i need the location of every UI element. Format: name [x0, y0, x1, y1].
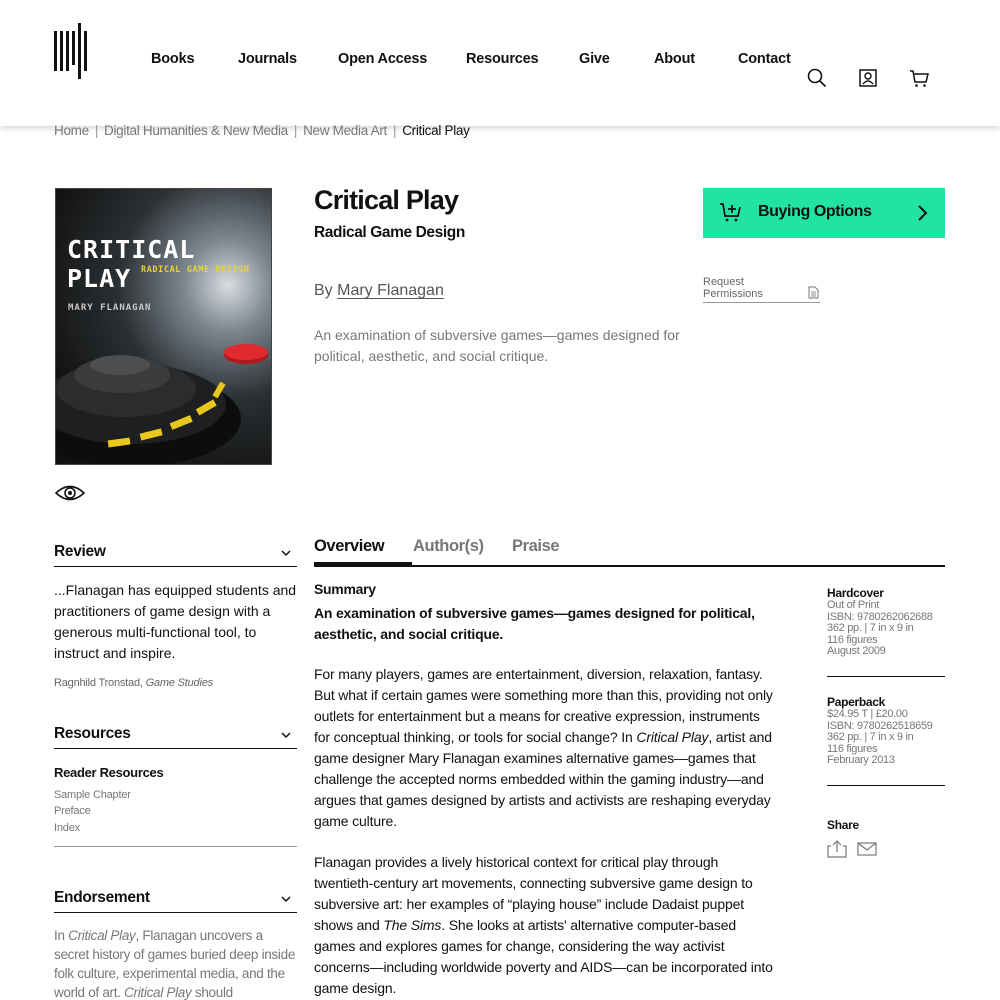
book-subtitle: Radical Game Design: [314, 224, 465, 241]
chevron-down-icon: [281, 550, 291, 557]
breadcrumb-home[interactable]: Home: [54, 123, 89, 138]
divider: [827, 785, 945, 786]
breadcrumb-current: Critical Play: [402, 123, 470, 138]
request-permissions-link[interactable]: Request Permissions: [703, 276, 820, 303]
cover-subtitle: RADICAL GAME DESIGN: [141, 265, 250, 275]
nav-resources[interactable]: Resources: [466, 51, 539, 67]
chevron-down-icon: [281, 732, 291, 739]
summary-lead: An examination of subversive games—games designed for political, aesthetic, and social critique.: [314, 605, 755, 642]
format-hardcover: Hardcover Out of Print ISBN: 9780262062688 362 pp. | 7 in x 9 in 116 figures August 2009: [827, 586, 933, 658]
share-icon[interactable]: [827, 840, 847, 858]
chevron-down-icon: [281, 896, 291, 903]
nav-about[interactable]: About: [654, 51, 695, 67]
tab-praise[interactable]: Praise: [512, 537, 560, 555]
search-icon[interactable]: [806, 67, 828, 89]
nav-journals[interactable]: Journals: [238, 51, 297, 67]
tab-authors[interactable]: Author(s): [413, 537, 484, 555]
cover-artwork: [56, 189, 272, 465]
endorsement-accordion[interactable]: Endorsement: [54, 889, 297, 913]
mit-press-logo[interactable]: [54, 23, 90, 79]
divider: [827, 676, 945, 677]
book-blurb: An examination of subversive games—games designed for political, aesthetic, and social critique.: [314, 327, 680, 364]
breadcrumb-new-media-art[interactable]: New Media Art: [303, 123, 387, 138]
share-heading: Share: [827, 818, 859, 832]
reader-resources-heading: Reader Resources: [54, 765, 164, 780]
review-quote: ...Flanagan has equipped students and practitioners of game design with a generous multi-functional tool, to instruct and inspire.: [54, 582, 297, 661]
cover-author: MARY FLANAGAN: [68, 303, 152, 313]
review-accordion[interactable]: Review: [54, 543, 297, 567]
cover-title: CRITICAL PLAY: [67, 235, 196, 293]
breadcrumb-digital-humanities[interactable]: Digital Humanities & New Media: [104, 123, 288, 138]
site-header: [0, 0, 1000, 126]
summary-paragraph-2: Flanagan provides a lively historical context for critical play through twentieth-century art movements, connecting subversive game design to subversive art: her examples of “playing house” include Dadaist puppet shows and The Sims. She looks at artists' alternative computer-based games and explores games for change, considering the way activist concerns—including worldwide poverty and AIDS—can be incorporated into game design.: [314, 854, 773, 996]
nav-open-access[interactable]: Open Access: [338, 51, 428, 67]
email-icon[interactable]: [857, 840, 877, 858]
summary-heading: Summary: [314, 581, 376, 597]
nav-contact[interactable]: Contact: [738, 51, 791, 67]
buying-options-button[interactable]: Buying Options: [703, 188, 945, 238]
preface-link[interactable]: Preface: [54, 805, 91, 817]
active-tab-indicator: [314, 562, 412, 567]
sample-chapter-link[interactable]: Sample Chapter: [54, 789, 131, 801]
document-icon: [808, 286, 819, 299]
book-cover[interactable]: [55, 188, 272, 465]
resources-accordion[interactable]: Resources: [54, 725, 297, 749]
tab-overview[interactable]: Overview: [314, 537, 385, 555]
nav-books[interactable]: Books: [151, 51, 195, 67]
divider: [54, 846, 297, 847]
byline: By Mary Flanagan: [314, 282, 444, 299]
summary-paragraph-1: For many players, games are entertainment, diversion, relaxation, fantasy. But what if certain games were something more than this, providing not only outlets for entertainment but a means for creative expression, instruments for conceptual thinking, or tools for social change? In Critical Play, artist and game designer Mary Flanagan examines alternative games—games that challenge the accepted norms embedded within the gaming industry—and argues that games designed by artists and activists are reshaping everyday game culture.: [314, 666, 773, 829]
cart-icon[interactable]: [908, 67, 930, 89]
format-paperback: Paperback $24.95 T | £20.00 ISBN: 9780262518659 362 pp. | 7 in x 9 in 116 figures February 2013: [827, 695, 933, 767]
chevron-right-icon: [917, 204, 929, 222]
author-link[interactable]: Mary Flanagan: [337, 282, 444, 299]
account-icon[interactable]: [857, 67, 879, 89]
nav-give[interactable]: Give: [579, 51, 610, 67]
index-link[interactable]: Index: [54, 822, 80, 834]
look-inside-eye-icon[interactable]: [55, 482, 85, 504]
book-title: Critical Play: [314, 185, 459, 215]
cart-plus-icon: [719, 201, 743, 223]
endorsement-text: In Critical Play, Flanagan uncovers a secret history of games buried deep inside folk culture, experimental media, and the world of art. Critical Play should: [54, 928, 296, 1000]
review-citation: Ragnhild Tronstad, Game Studies: [54, 677, 213, 689]
breadcrumb: Home | Digital Humanities & New Media | New Media Art | Critical Play: [54, 123, 470, 138]
